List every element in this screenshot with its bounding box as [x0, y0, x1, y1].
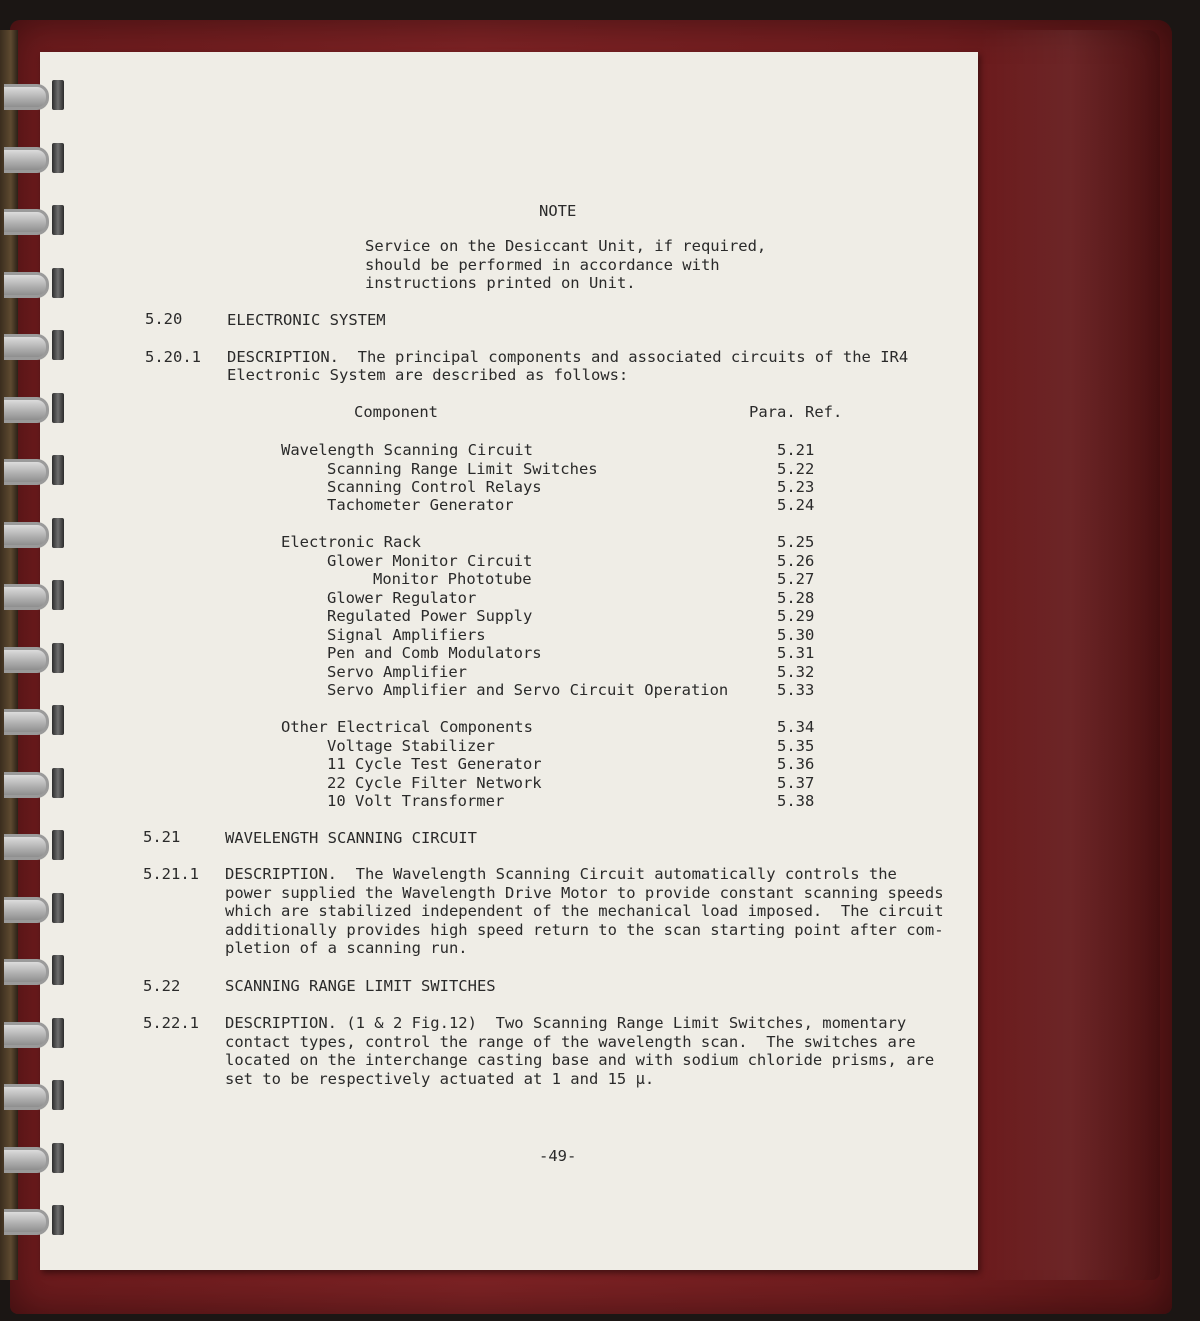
table-row-ref: 5.37 — [777, 774, 815, 792]
table-row-ref: 5.31 — [777, 644, 815, 662]
binding-ring — [0, 1143, 68, 1173]
table-row-name: Other Electrical Components — [281, 718, 533, 736]
section-5-22-1-line-3: located on the interchange casting base and with sodium chloride prisms, are — [225, 1051, 935, 1069]
section-5-22-1-number: 5.22.1 — [143, 1014, 199, 1032]
binding-ring — [0, 1080, 68, 1110]
table-header-component: Component — [354, 403, 438, 421]
note-heading: NOTE — [539, 202, 577, 220]
section-5-22-1-line-1: DESCRIPTION. (1 & 2 Fig.12) Two Scanning Range Limit Switches, momentary — [225, 1014, 907, 1032]
table-row-ref: 5.21 — [777, 441, 815, 459]
table-row-name: Servo Amplifier — [327, 663, 467, 681]
binding-ring — [0, 1205, 68, 1235]
binding-ring — [0, 143, 68, 173]
binding-ring — [0, 830, 68, 860]
table-row-name: Scanning Control Relays — [327, 478, 542, 496]
binding-ring — [0, 393, 68, 423]
section-5-22-number: 5.22 — [143, 977, 181, 995]
section-5-20-1-line-1: DESCRIPTION. The principal components and associated circuits of the IR4 — [227, 348, 909, 366]
binding-ring — [0, 955, 68, 985]
table-row-ref: 5.26 — [777, 552, 815, 570]
table-row-name: Tachometer Generator — [327, 496, 514, 514]
table-row-name: Scanning Range Limit Switches — [327, 460, 598, 478]
table-row-ref: 5.34 — [777, 718, 815, 736]
table-row-name: Signal Amplifiers — [327, 626, 486, 644]
table-row-name: Servo Amplifier and Servo Circuit Operation — [327, 681, 729, 699]
table-row-name: Wavelength Scanning Circuit — [281, 441, 533, 459]
note-line-3: instructions printed on Unit. — [365, 274, 636, 292]
note-line-2: should be performed in accordance with — [365, 256, 720, 274]
binding-ring — [0, 205, 68, 235]
binding-ring — [0, 330, 68, 360]
section-5-22-1-line-4: set to be respectively actuated at 1 and 15 μ. — [225, 1070, 655, 1088]
section-5-21-1-line-5: pletion of a scanning run. — [225, 939, 468, 957]
section-5-20-number: 5.20 — [145, 310, 183, 328]
table-row-ref: 5.27 — [777, 570, 815, 588]
section-5-21-1-line-4: additionally provides high speed return to the scan starting point after com- — [225, 921, 944, 939]
section-5-22-title: SCANNING RANGE LIMIT SWITCHES — [225, 977, 496, 995]
binder-sheen — [980, 30, 1160, 1280]
page-number: -49- — [539, 1147, 577, 1165]
binding-ring — [0, 705, 68, 735]
table-row-name: Pen and Comb Modulators — [327, 644, 542, 662]
binding-ring — [0, 80, 68, 110]
binding-ring — [0, 268, 68, 298]
binding-ring — [0, 643, 68, 673]
table-row-name: Monitor Phototube — [373, 570, 532, 588]
section-5-21-1-line-3: which are stabilized independent of the mechanical load imposed. The circuit — [225, 902, 944, 920]
table-row-ref: 5.29 — [777, 607, 815, 625]
table-header-ref: Para. Ref. — [749, 403, 843, 421]
section-5-21-title: WAVELENGTH SCANNING CIRCUIT — [225, 829, 477, 847]
binding-ring — [0, 455, 68, 485]
table-row-ref: 5.33 — [777, 681, 815, 699]
table-row-ref: 5.35 — [777, 737, 815, 755]
table-row-ref: 5.38 — [777, 792, 815, 810]
binding-ring — [0, 893, 68, 923]
table-row-ref: 5.23 — [777, 478, 815, 496]
section-5-20-title: ELECTRONIC SYSTEM — [227, 311, 386, 329]
table-row-name: Voltage Stabilizer — [327, 737, 495, 755]
document-page — [40, 52, 978, 1270]
binding-ring — [0, 518, 68, 548]
table-row-ref: 5.25 — [777, 533, 815, 551]
table-row-name: Glower Monitor Circuit — [327, 552, 533, 570]
table-row-name: Electronic Rack — [281, 533, 421, 551]
section-5-20-1-number: 5.20.1 — [145, 348, 201, 366]
table-row-name: Glower Regulator — [327, 589, 477, 607]
table-row-name: Regulated Power Supply — [327, 607, 533, 625]
section-5-22-1-line-2: contact types, control the range of the wavelength scan. The switches are — [225, 1033, 916, 1051]
table-row-name: 11 Cycle Test Generator — [327, 755, 542, 773]
table-row-ref: 5.22 — [777, 460, 815, 478]
section-5-21-1-line-2: power supplied the Wavelength Drive Motor to provide constant scanning speeds — [225, 884, 944, 902]
table-row-ref: 5.32 — [777, 663, 815, 681]
table-row-ref: 5.30 — [777, 626, 815, 644]
section-5-21-number: 5.21 — [143, 828, 181, 846]
spiral-binding — [0, 80, 72, 1260]
table-row-ref: 5.36 — [777, 755, 815, 773]
note-line-1: Service on the Desiccant Unit, if required, — [365, 237, 767, 255]
table-row-name: 10 Volt Transformer — [327, 792, 505, 810]
binding-ring — [0, 580, 68, 610]
binding-ring — [0, 768, 68, 798]
table-row-ref: 5.24 — [777, 496, 815, 514]
table-row-name: 22 Cycle Filter Network — [327, 774, 542, 792]
section-5-20-1-line-2: Electronic System are described as follows: — [227, 366, 629, 384]
table-row-ref: 5.28 — [777, 589, 815, 607]
section-5-21-1-number: 5.21.1 — [143, 865, 199, 883]
section-5-21-1-line-1: DESCRIPTION. The Wavelength Scanning Circuit automatically controls the — [225, 865, 897, 883]
binding-ring — [0, 1018, 68, 1048]
